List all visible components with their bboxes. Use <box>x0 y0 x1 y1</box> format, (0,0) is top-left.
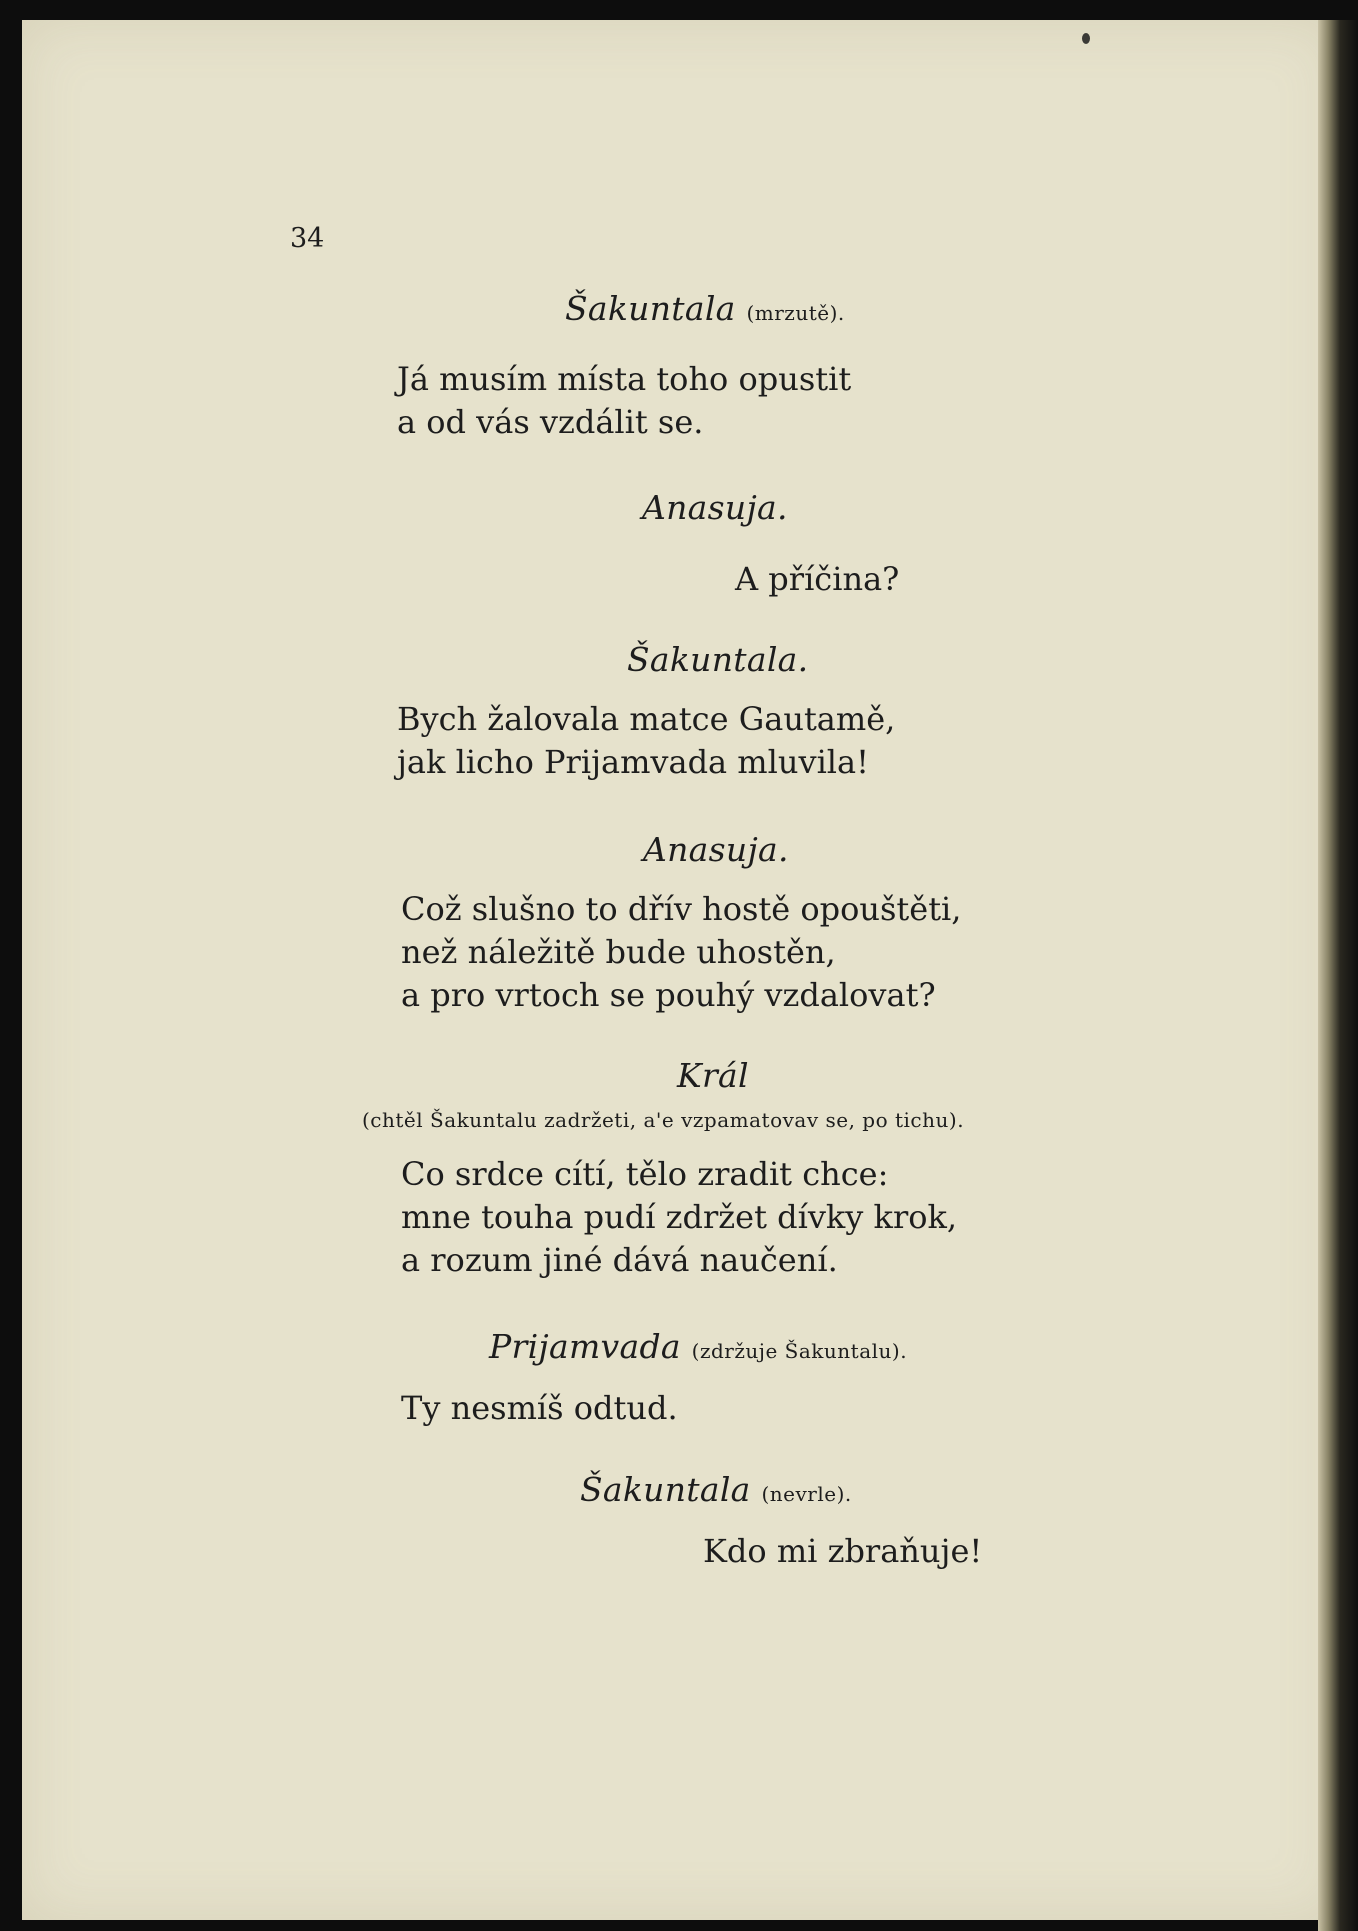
verse-block <box>735 558 899 601</box>
verse-line: Bych žalovala matce Gautamě, <box>397 700 896 738</box>
stage-direction: (zdržuje Šakuntalu). <box>691 1339 908 1363</box>
verse-block <box>397 698 895 784</box>
verse-line: Já musím místa toho opustit <box>397 360 852 398</box>
speaker-heading <box>642 488 788 527</box>
stage-direction: (nevrle). <box>761 1482 852 1506</box>
book-gutter-shadow <box>1318 20 1358 1931</box>
page-number: 34 <box>290 223 325 254</box>
speaker-name: Anasuja. <box>643 830 789 869</box>
speaker-heading <box>643 830 789 869</box>
verse-line: Co srdce cítí, tělo zradit chce: <box>401 1155 889 1193</box>
verse-line: A příčina? <box>735 560 900 598</box>
verse-line: Kdo mi zbraňuje! <box>703 1532 983 1570</box>
verse-block <box>703 1530 982 1573</box>
speaker-name: Prijamvada <box>489 1327 681 1366</box>
verse-line: jak licho Prijamvada mluvila! <box>397 743 869 781</box>
speaker-name: Anasuja. <box>642 488 788 527</box>
verse-line: a pro vrtoch se pouhý vzdalovat? <box>401 976 936 1014</box>
speaker-heading <box>677 1056 749 1095</box>
stage-direction: (chtěl Šakuntalu zadržeti, a'e vzpamatovav se, po tichu). <box>362 1108 965 1132</box>
verse-line: mne touha pudí zdržet dívky krok, <box>401 1198 958 1236</box>
speaker-heading <box>565 289 845 328</box>
speaker-heading <box>489 1327 908 1366</box>
verse-line: a rozum jiné dává naučení. <box>401 1241 838 1279</box>
verse-block <box>401 1387 678 1430</box>
ink-speck <box>1082 33 1090 44</box>
speaker-heading <box>627 640 809 679</box>
verse-block <box>401 1153 957 1282</box>
speaker-name: Šakuntala <box>565 289 736 328</box>
verse-line: a od vás vzdálit se. <box>397 403 704 441</box>
verse-line: Ty nesmíš odtud. <box>401 1389 678 1427</box>
verse-block <box>397 358 851 444</box>
speaker-name: Šakuntala <box>580 1470 751 1509</box>
speaker-heading <box>580 1470 852 1509</box>
speaker-name: Šakuntala. <box>627 640 809 679</box>
verse-line: než náležitě bude uhostěn, <box>401 933 836 971</box>
stage-direction: (mrzutě). <box>746 301 845 325</box>
verse-block <box>401 888 961 1017</box>
speaker-name: Král <box>677 1056 749 1095</box>
verse-line: Což slušno to dřív hostě opouštěti, <box>401 890 962 928</box>
